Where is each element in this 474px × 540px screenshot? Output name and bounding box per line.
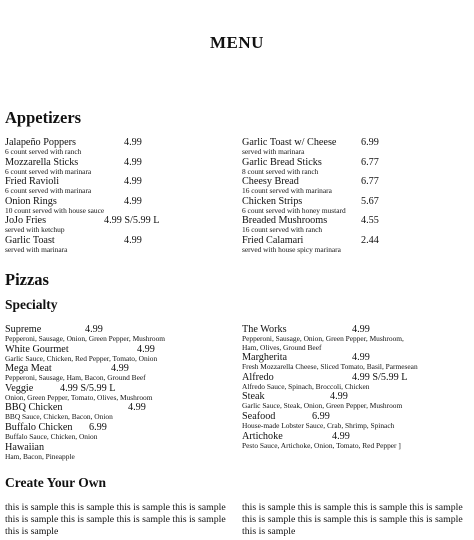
item-name: JoJo Fries <box>5 215 47 227</box>
item-description: Ham, Olives, Ground Beef <box>242 342 322 352</box>
item-name: The Works <box>242 324 287 335</box>
item-price: 6.77 <box>361 156 379 168</box>
item-name: Margherita <box>242 352 288 364</box>
menu-item <box>242 411 472 431</box>
item-description: Pepperoni, Sausage, Onion, Green Pepper, Mushroom, <box>242 334 404 343</box>
item-price: 4.99 <box>352 324 370 335</box>
menu-item <box>242 324 472 352</box>
item-description: Pepperoni, Sausage, Onion, Green Pepper, Mushroom <box>5 334 166 343</box>
item-name: Jalapeño Poppers <box>5 137 77 148</box>
item-description: served with marinara <box>242 147 305 156</box>
menu-item <box>242 352 472 372</box>
item-price: 4.99 <box>352 352 370 364</box>
item-name: Garlic Toast w/ Cheese <box>242 137 337 148</box>
item-name: White Gourmet <box>5 343 69 355</box>
appetizers-left-column <box>5 137 235 255</box>
item-price: 5.67 <box>361 195 379 207</box>
create-your-own-heading: Create Your Own <box>5 475 106 490</box>
menu-item <box>242 157 472 177</box>
create-right-text: this is sample this is sample this is sample this is sample this is sample this is sample this is sample this is sample this is sample <box>242 502 463 537</box>
item-price: 6.99 <box>89 421 107 433</box>
item-description: Garlic Sauce, Steak, Onion, Green Pepper, Mushroom <box>242 401 403 411</box>
item-description: served with ketchup <box>5 225 65 235</box>
item-price: 4.99 <box>111 363 129 375</box>
item-name: Cheesy Bread <box>242 176 299 188</box>
menu-item <box>242 196 472 216</box>
menu-item <box>242 235 472 255</box>
item-description: BBQ Sauce, Chicken, Bacon, Onion <box>5 412 113 422</box>
specialty-heading: Specialty <box>5 297 58 312</box>
item-price: 4.99 S/5.99 L <box>60 382 116 394</box>
menu-item <box>5 235 235 255</box>
item-name: Seafood <box>242 410 276 422</box>
item-description: served with marinara <box>5 244 68 254</box>
item-name: Veggie <box>5 382 34 394</box>
menu-title: MENU <box>210 33 264 52</box>
appetizers-heading: Appetizers <box>5 108 82 127</box>
menu-item <box>5 157 235 177</box>
item-price: 6.77 <box>361 176 379 188</box>
item-price: 6.99 <box>312 410 330 422</box>
item-price: 4.99 <box>124 176 142 188</box>
menu-item <box>5 215 235 235</box>
item-price: 4.99 <box>124 137 142 148</box>
item-price: 4.99 <box>330 391 348 403</box>
item-name: Fried Calamari <box>242 234 304 246</box>
item-description: Fresh Mozzarella Cheese, Sliced Tomato, Basil, Parmesean <box>242 362 418 372</box>
menu-item <box>5 402 235 422</box>
menu-item <box>5 383 235 403</box>
item-description: 16 count served with marinara <box>242 186 332 196</box>
item-description: 10 count served with house sauce <box>5 205 105 215</box>
item-name: BBQ Chicken <box>5 402 63 414</box>
menu-item <box>242 391 472 411</box>
item-price: 4.99 S/5.99 L <box>104 215 160 227</box>
item-name: Mega Meat <box>5 363 52 375</box>
item-description: 8 count served with ranch <box>242 166 319 176</box>
item-price: 4.99 S/5.99 L <box>352 371 408 383</box>
item-name: Artichoke <box>242 430 283 442</box>
item-price: 4.99 <box>137 343 155 355</box>
menu-item <box>242 215 472 235</box>
item-description: Onion, Green Pepper, Tomato, Olives, Mushroom <box>5 392 153 402</box>
pizzas-left-column <box>5 324 235 461</box>
menu-item <box>5 324 235 344</box>
menu-item <box>242 372 472 392</box>
item-price: 4.55 <box>361 215 379 227</box>
item-name: Alfredo <box>242 371 274 383</box>
item-name: Supreme <box>5 324 42 335</box>
item-description: 6 count served with ranch <box>5 147 82 156</box>
item-name: Hawaiian <box>5 441 45 453</box>
item-name: Breaded Mushrooms <box>242 215 328 227</box>
item-description: 6 count served with marinara <box>5 166 92 176</box>
item-description: Pepperoni, Sausage, Ham, Bacon, Ground Beef <box>5 373 146 383</box>
pizzas-heading: Pizzas <box>5 270 49 289</box>
item-name: Garlic Bread Sticks <box>242 156 322 168</box>
menu-item <box>242 137 472 157</box>
item-name: Buffalo Chicken <box>5 421 73 433</box>
menu-item <box>5 363 235 383</box>
menu-item <box>242 431 472 451</box>
item-price: 4.99 <box>128 402 146 414</box>
menu-item <box>5 442 235 462</box>
item-description: Garlic Sauce, Chicken, Red Pepper, Tomato, Onion <box>5 353 158 363</box>
item-price: 4.99 <box>124 195 142 207</box>
item-description: 6 count served with honey mustard <box>242 205 346 215</box>
item-description: Pesto Sauce, Artichoke, Onion, Tomato, Red Pepper ] <box>242 440 401 450</box>
menu-item <box>5 196 235 216</box>
item-name: Fried Ravioli <box>5 176 60 188</box>
menu-item <box>5 344 235 364</box>
create-left-text: this is sample this is sample this is sample this is sample this is sample this is sample this is sample this is sample this is sample <box>5 502 226 537</box>
menu-item <box>5 137 235 157</box>
menu-item <box>242 176 472 196</box>
item-description: House-made Lobster Sauce, Crab, Shrimp, Spinach <box>242 420 395 430</box>
item-description: 16 count served with ranch <box>242 225 323 235</box>
item-name: Onion Rings <box>5 195 57 207</box>
menu-item <box>5 176 235 196</box>
item-price: 2.44 <box>361 234 379 246</box>
item-description: Alfredo Sauce, Spinach, Broccoli, Chicken <box>242 381 370 391</box>
item-price: 4.99 <box>85 324 103 335</box>
item-price: 4.99 <box>332 430 350 442</box>
item-description: Ham, Bacon, Pineapple <box>5 451 75 461</box>
item-name: Mozzarella Sticks <box>5 156 79 168</box>
appetizers-right-column <box>242 137 472 255</box>
pizzas-right-column <box>242 324 472 450</box>
item-name: Chicken Strips <box>242 195 303 207</box>
item-price: 4.99 <box>124 234 142 246</box>
item-name: Garlic Toast <box>5 234 55 246</box>
item-description: 6 count served with marinara <box>5 186 92 196</box>
item-name: Steak <box>242 391 265 403</box>
item-price: 4.99 <box>124 156 142 168</box>
item-description: Buffalo Sauce, Chicken, Onion <box>5 431 98 441</box>
item-description: served with house spicy marinara <box>242 244 341 254</box>
item-price: 6.99 <box>361 137 379 148</box>
menu-item <box>5 422 235 442</box>
